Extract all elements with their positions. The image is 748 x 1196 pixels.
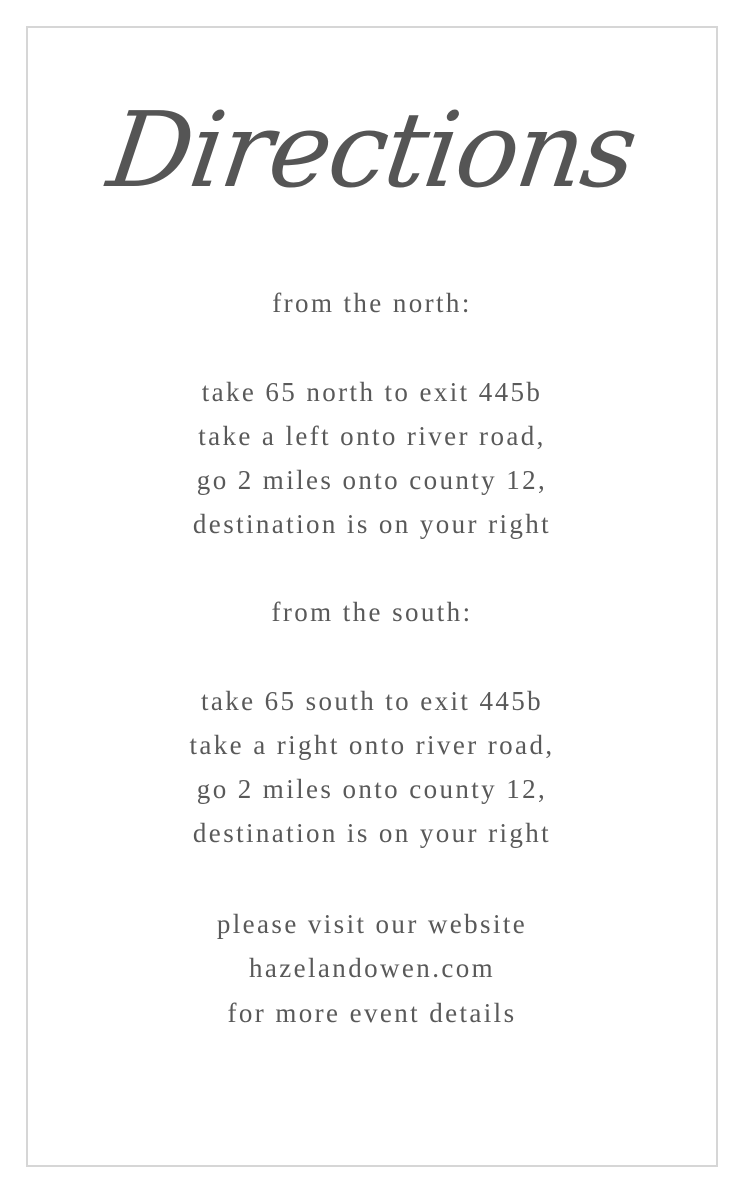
north-line: take a left onto river road,	[198, 420, 546, 451]
footer-note	[28, 902, 716, 1035]
spacer	[28, 325, 716, 369]
south-directions	[28, 590, 716, 856]
north-line: take 65 north to exit 445b	[201, 376, 543, 407]
north-line: destination is on your right	[192, 509, 552, 540]
footer-line: please visit our website	[216, 909, 528, 939]
north-line: go 2 miles onto county 12,	[196, 465, 548, 496]
directions-card	[26, 26, 718, 1167]
spacer	[28, 634, 716, 678]
footer-line: for more event details	[227, 997, 517, 1028]
south-line: take a right onto river road,	[189, 729, 555, 760]
south-line: go 2 miles onto county 12,	[196, 774, 548, 805]
website-link: hazelandowen.com	[248, 953, 496, 984]
north-directions	[28, 281, 716, 547]
north-heading: from the north:	[272, 288, 472, 318]
south-line: take 65 south to exit 445b	[200, 685, 544, 716]
page-title: Directions	[101, 89, 643, 211]
south-line: destination is on your right	[192, 818, 552, 849]
south-heading: from the south:	[271, 597, 473, 627]
